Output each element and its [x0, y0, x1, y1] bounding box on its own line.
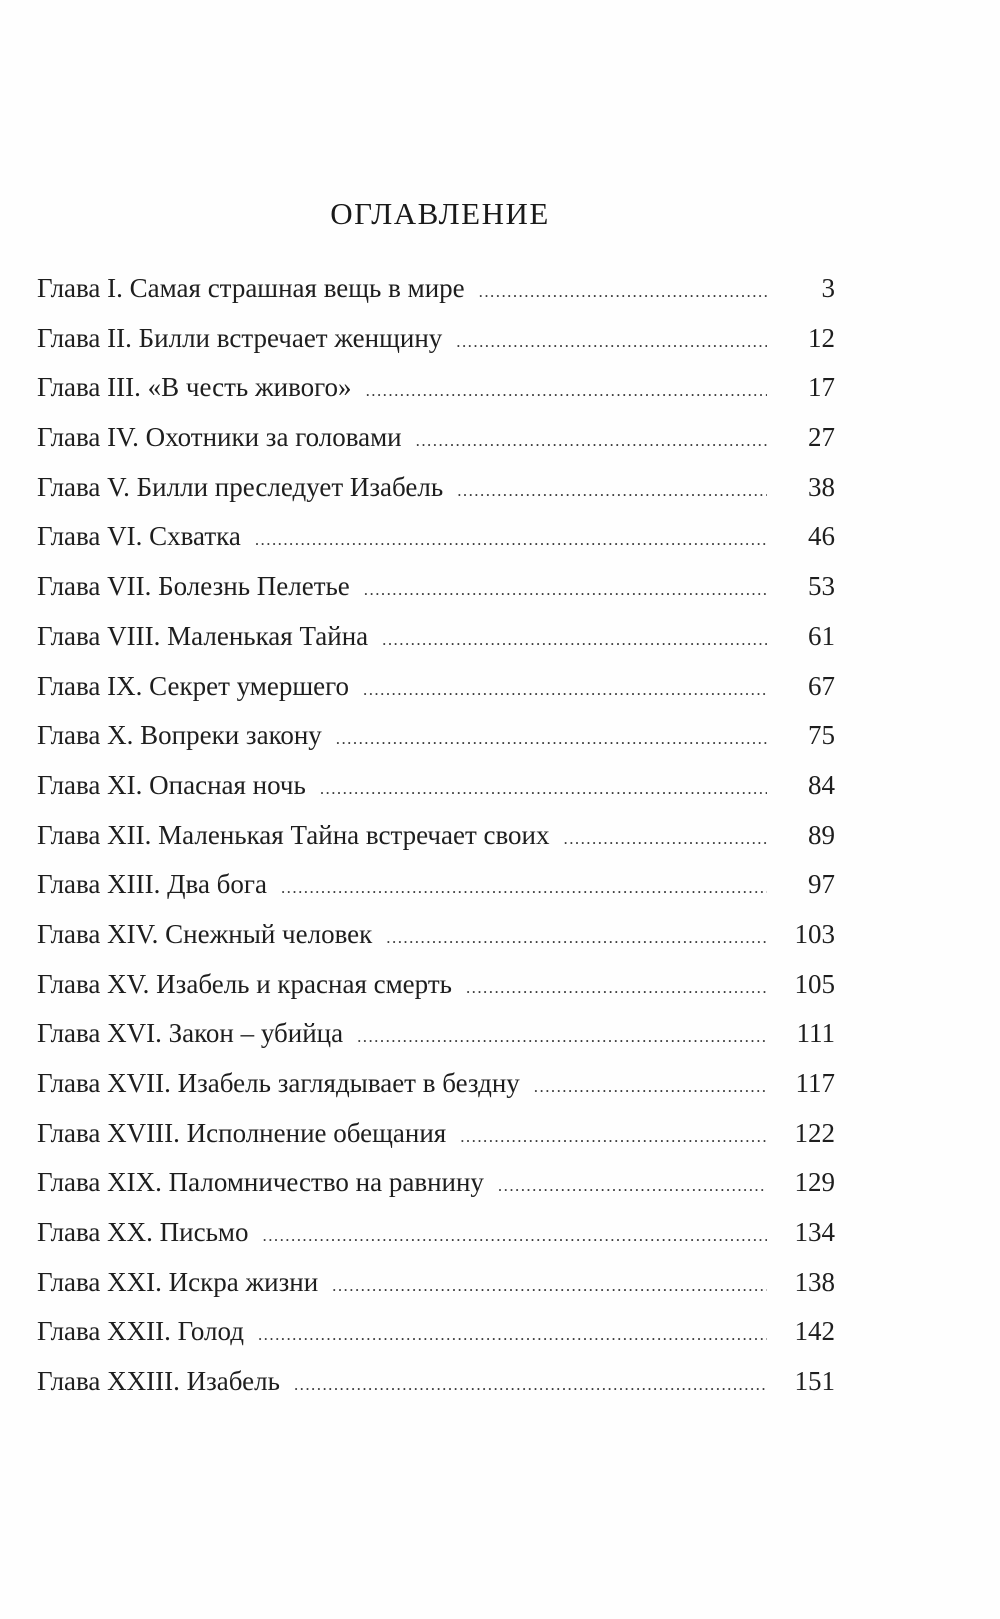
toc-entry	[37, 1116, 835, 1166]
dot-leader	[386, 921, 767, 955]
toc-entry	[37, 619, 835, 669]
chapter-title: Глава IV. Охотники за головами	[37, 422, 402, 453]
chapter-title: Глава VII. Болезнь Пелетье	[37, 571, 350, 602]
chapter-title: Глава XII. Маленькая Тайна встречает своих	[37, 819, 550, 850]
dot-leader	[366, 374, 767, 408]
dot-leader	[281, 871, 767, 905]
page-number: 129	[794, 1167, 835, 1198]
page-number: 117	[795, 1068, 835, 1098]
page-number: 142	[794, 1316, 835, 1347]
toc-entry	[37, 818, 835, 868]
dot-leader	[364, 573, 767, 607]
toc-entry	[37, 519, 835, 569]
page-number: 111	[796, 1018, 835, 1049]
dot-leader	[332, 1269, 767, 1303]
page-number: 61	[808, 620, 835, 651]
chapter-title: Глава XVIII. Исполнение обещания	[37, 1117, 447, 1148]
chapter-title: Глава IX. Секрет умершего	[37, 670, 350, 701]
dot-leader	[320, 772, 767, 806]
toc-entry	[37, 1066, 835, 1116]
chapter-title: Глава XI. Опасная ночь	[37, 769, 306, 800]
toc-entry	[37, 420, 835, 470]
dot-leader	[363, 673, 767, 707]
page-number: 105	[794, 968, 835, 999]
dot-leader	[294, 1368, 767, 1402]
page-number: 97	[808, 869, 835, 900]
dot-leader	[564, 822, 768, 856]
toc-entry	[37, 1364, 835, 1414]
page-number: 53	[808, 571, 835, 602]
chapter-title: Глава XVII. Изабель заглядывает в бездну	[37, 1068, 520, 1098]
toc-entry	[37, 1265, 835, 1315]
page-number: 12	[808, 322, 835, 353]
page-number: 84	[808, 769, 835, 800]
page-number: 67	[808, 670, 835, 701]
chapter-title: Глава XV. Изабель и красная смерть	[37, 968, 452, 999]
toc-entry	[37, 1215, 835, 1265]
page-number: 17	[808, 372, 835, 403]
dot-leader	[466, 971, 767, 1005]
chapter-title: Глава XX. Письмо	[37, 1217, 249, 1248]
dot-leader	[460, 1120, 767, 1154]
chapter-title: Глава II. Билли встречает женщину	[37, 322, 443, 353]
toc-entry	[37, 370, 835, 420]
chapter-title: Глава XXI. Искра жизни	[37, 1266, 319, 1297]
toc-entry	[37, 967, 835, 1017]
chapter-title: Глава XXIII. Изабель	[37, 1366, 280, 1397]
dot-leader	[534, 1070, 767, 1104]
chapter-title: Глава VI. Схватка	[37, 521, 241, 552]
toc-entry	[37, 1165, 835, 1215]
toc-entry	[37, 1016, 835, 1066]
toc-entry	[37, 669, 835, 719]
toc-entry	[37, 917, 835, 967]
dot-leader	[416, 424, 767, 458]
chapter-title: Глава I. Самая страшная вещь в мире	[37, 273, 465, 303]
page-number: 46	[808, 521, 835, 552]
chapter-title: Глава XXII. Голод	[37, 1316, 244, 1347]
toc-entry	[37, 321, 835, 371]
chapter-title: Глава XIV. Снежный человек	[37, 918, 373, 949]
chapter-title: Глава X. Вопреки закону	[37, 720, 322, 751]
page-number: 75	[808, 720, 835, 751]
toc-heading: ОГЛАВЛЕНИЕ	[330, 196, 550, 231]
toc-list	[37, 271, 835, 1414]
chapter-title: Глава XIII. Два бога	[37, 869, 267, 900]
page-number: 38	[808, 471, 835, 502]
page-number: 103	[794, 918, 835, 949]
dot-leader	[457, 474, 767, 508]
chapter-title: Глава III. «В честь живого»	[37, 372, 352, 403]
page-number: 27	[808, 422, 835, 453]
toc-entry	[37, 569, 835, 619]
page-number: 3	[821, 273, 835, 303]
dot-leader	[336, 722, 767, 756]
page-number: 122	[794, 1117, 835, 1148]
toc-entry	[37, 768, 835, 818]
dot-leader	[479, 275, 767, 309]
toc-entry	[37, 867, 835, 917]
dot-leader	[382, 623, 767, 657]
dot-leader	[255, 523, 767, 557]
chapter-title: Глава VIII. Маленькая Тайна	[37, 620, 369, 651]
page-number: 151	[794, 1366, 835, 1397]
dot-leader	[357, 1020, 767, 1054]
toc-entry	[37, 1314, 835, 1364]
dot-leader	[263, 1219, 768, 1253]
page-number: 138	[794, 1266, 835, 1297]
dot-leader	[456, 325, 767, 359]
toc-entry	[37, 718, 835, 768]
dot-leader	[258, 1318, 767, 1352]
toc-entry	[37, 470, 835, 520]
page-number: 134	[794, 1217, 835, 1248]
chapter-title: Глава V. Билли преследует Изабель	[37, 471, 444, 502]
page-number: 89	[808, 819, 835, 850]
chapter-title: Глава XIX. Паломничество на равнину	[37, 1167, 484, 1198]
toc-entry	[37, 271, 835, 321]
chapter-title: Глава XVI. Закон – убийца	[37, 1018, 344, 1049]
dot-leader	[498, 1169, 767, 1203]
